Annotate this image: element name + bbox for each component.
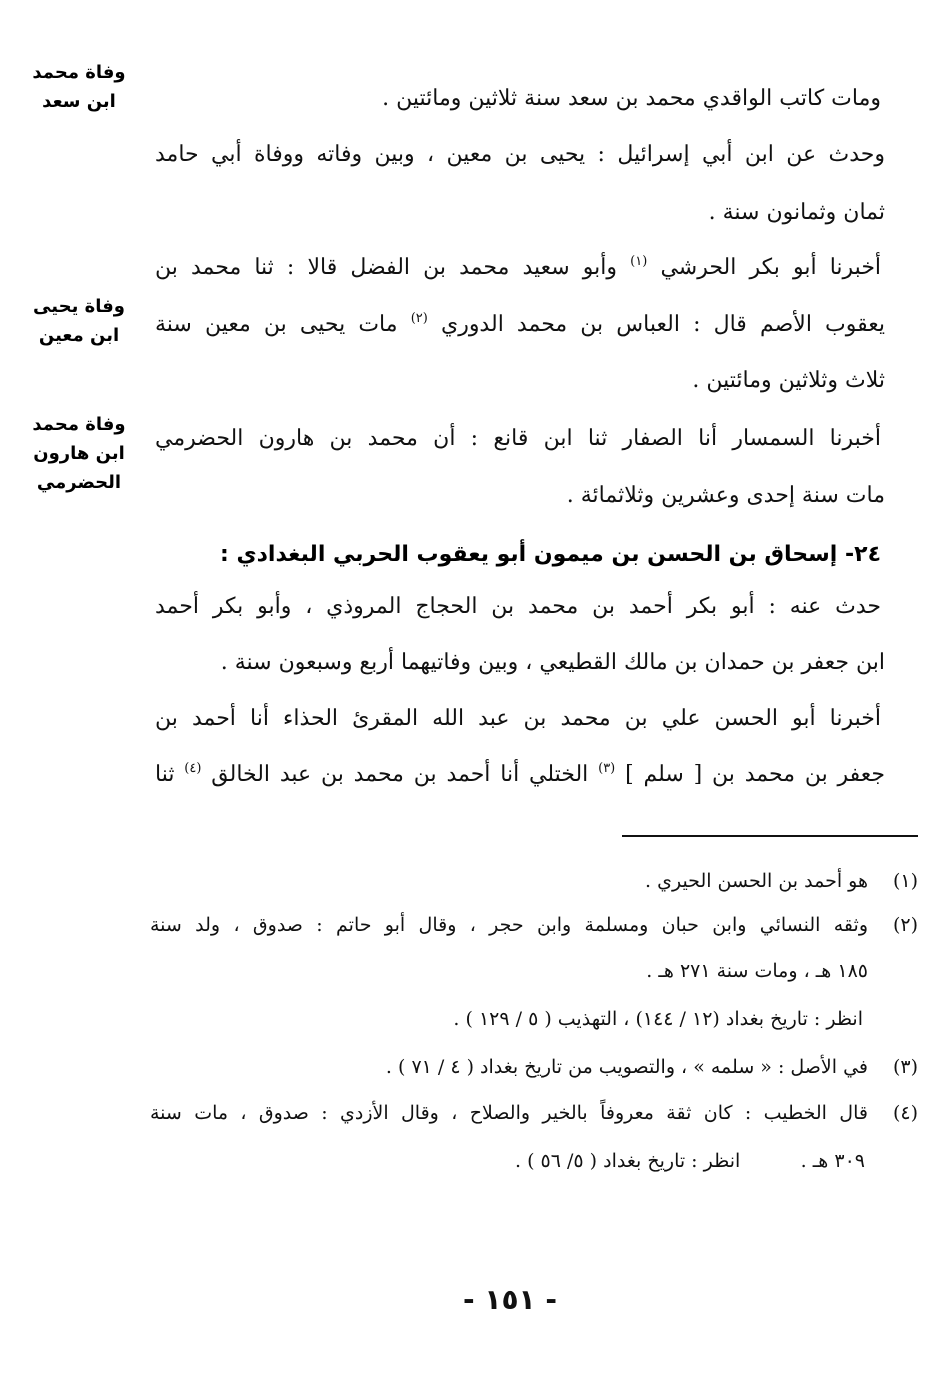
- footnote-4-line-1: قال الخطيب : كان ثقة معروفاً بالخير والصلاح ، وقال الأزدي : صدوق ، مات سنة: [150, 1102, 868, 1124]
- body-line-10: ابن جعفر بن حمدان بن مالك القطيعي ، وبين وفاتيهما أربع وسبعون سنة .: [220, 650, 885, 675]
- margin-note-line: الحضرمي: [36, 472, 122, 493]
- body-line-5: [155, 308, 885, 342]
- footnote-ref-1[interactable]: (١): [630, 254, 648, 269]
- body-text: يعقوب الأصم قال : العباس بن محمد الدوري: [440, 312, 885, 337]
- footnote-2-line-3: انظر : تاريخ بغداد (١٢ / ١٤٤) ، التهذيب ( ٥ / ١٢٩ ) .: [453, 1008, 863, 1030]
- footnote-ref-4[interactable]: (٤): [184, 761, 202, 776]
- footnote-ref-2[interactable]: (٢): [410, 311, 428, 326]
- footnote-2-line-2: ١٨٥ هـ ، ومات سنة ٢٧١ هـ .: [646, 960, 868, 982]
- entry-heading: ٢٤- إسحاق بن الحسن بن ميمون أبو يعقوب الحربي البغدادي :: [220, 542, 881, 567]
- body-text: الختلي أنا أحمد بن محمد بن عبد الخالق: [211, 762, 589, 787]
- footnote-ref-3[interactable]: (٣): [598, 761, 616, 776]
- margin-note-line: وفاة محمد: [32, 62, 126, 83]
- footnote-number-1: (١): [892, 870, 918, 892]
- body-text: أخبرنا أبو بكر الحرشي: [660, 255, 882, 280]
- body-line-9: حدث عنه : أبو بكر أحمد بن محمد بن الحجاج المروذي ، وأبو بكر أحمد: [155, 594, 881, 619]
- margin-note-death-muhammad-ibn-harun: [18, 410, 140, 497]
- body-line-7: أخبرنا السمسار أنا الصفار ثنا ابن قانع : أن محمد بن هارون الحضرمي: [155, 426, 881, 451]
- body-line-2: وحدث عن ابن أبي إسرائيل : يحيى بن معين ، وبين وفاته ووفاة أبي حامد: [155, 142, 885, 167]
- body-text: مات يحيى بن معين سنة: [155, 312, 398, 337]
- body-line-6: ثلاث وثلاثين ومائتين .: [692, 368, 885, 393]
- footnote-4-line-2: ٣٠٩ هـ . انظر : تاريخ بغداد ( ٥/ ٥٦ ) .: [515, 1150, 865, 1172]
- body-line-11: أخبرنا أبو الحسن علي بن محمد بن عبد الله المقرئ الحذاء أنا أحمد بن: [155, 706, 881, 731]
- margin-note-line: وفاة محمد: [32, 414, 126, 435]
- footnote-number-2: (٢): [892, 914, 918, 936]
- body-line-4: [155, 251, 881, 285]
- body-line-3: ثمان وثمانون سنة .: [708, 200, 885, 225]
- margin-note-line: وفاة يحيى: [33, 296, 125, 317]
- footnote-separator: [622, 835, 918, 837]
- footnote-3-line-1: في الأصل : « سلمه » ، والتصويب من تاريخ بغداد ( ٤ / ٧١ ) .: [385, 1056, 868, 1078]
- margin-note-death-muhammad-ibn-saad: [18, 58, 140, 116]
- page-number: - ١٥١ -: [462, 1283, 558, 1316]
- footnote-number-4: (٤): [892, 1102, 918, 1124]
- footnote-2-line-1: وثقه النسائي وابن حبان ومسلمة وابن حجر ، وقال أبو حاتم : صدوق ، ولد سنة: [150, 914, 868, 936]
- body-text: وأبو سعيد محمد بن الفضل قالا : ثنا محمد بن: [155, 255, 618, 280]
- body-text: جعفر بن محمد بن [ سلم ]: [625, 762, 885, 787]
- body-line-8: مات سنة إحدى وعشرين وثلاثمائة .: [566, 483, 885, 508]
- margin-note-line: ابن هارون: [33, 443, 125, 464]
- margin-note-line: ابن سعد: [42, 91, 116, 112]
- body-text: ثنا: [155, 762, 175, 787]
- margin-note-death-yahya-ibn-main: [18, 292, 140, 350]
- body-line-1: ومات كاتب الواقدي محمد بن سعد سنة ثلاثين ومائتين .: [382, 86, 881, 111]
- footnote-number-3: (٣): [892, 1056, 918, 1078]
- body-line-12: [155, 758, 885, 792]
- margin-note-line: ابن معين: [38, 325, 120, 346]
- footnote-1-line-1: هو أحمد بن الحسن الحيري .: [645, 870, 868, 892]
